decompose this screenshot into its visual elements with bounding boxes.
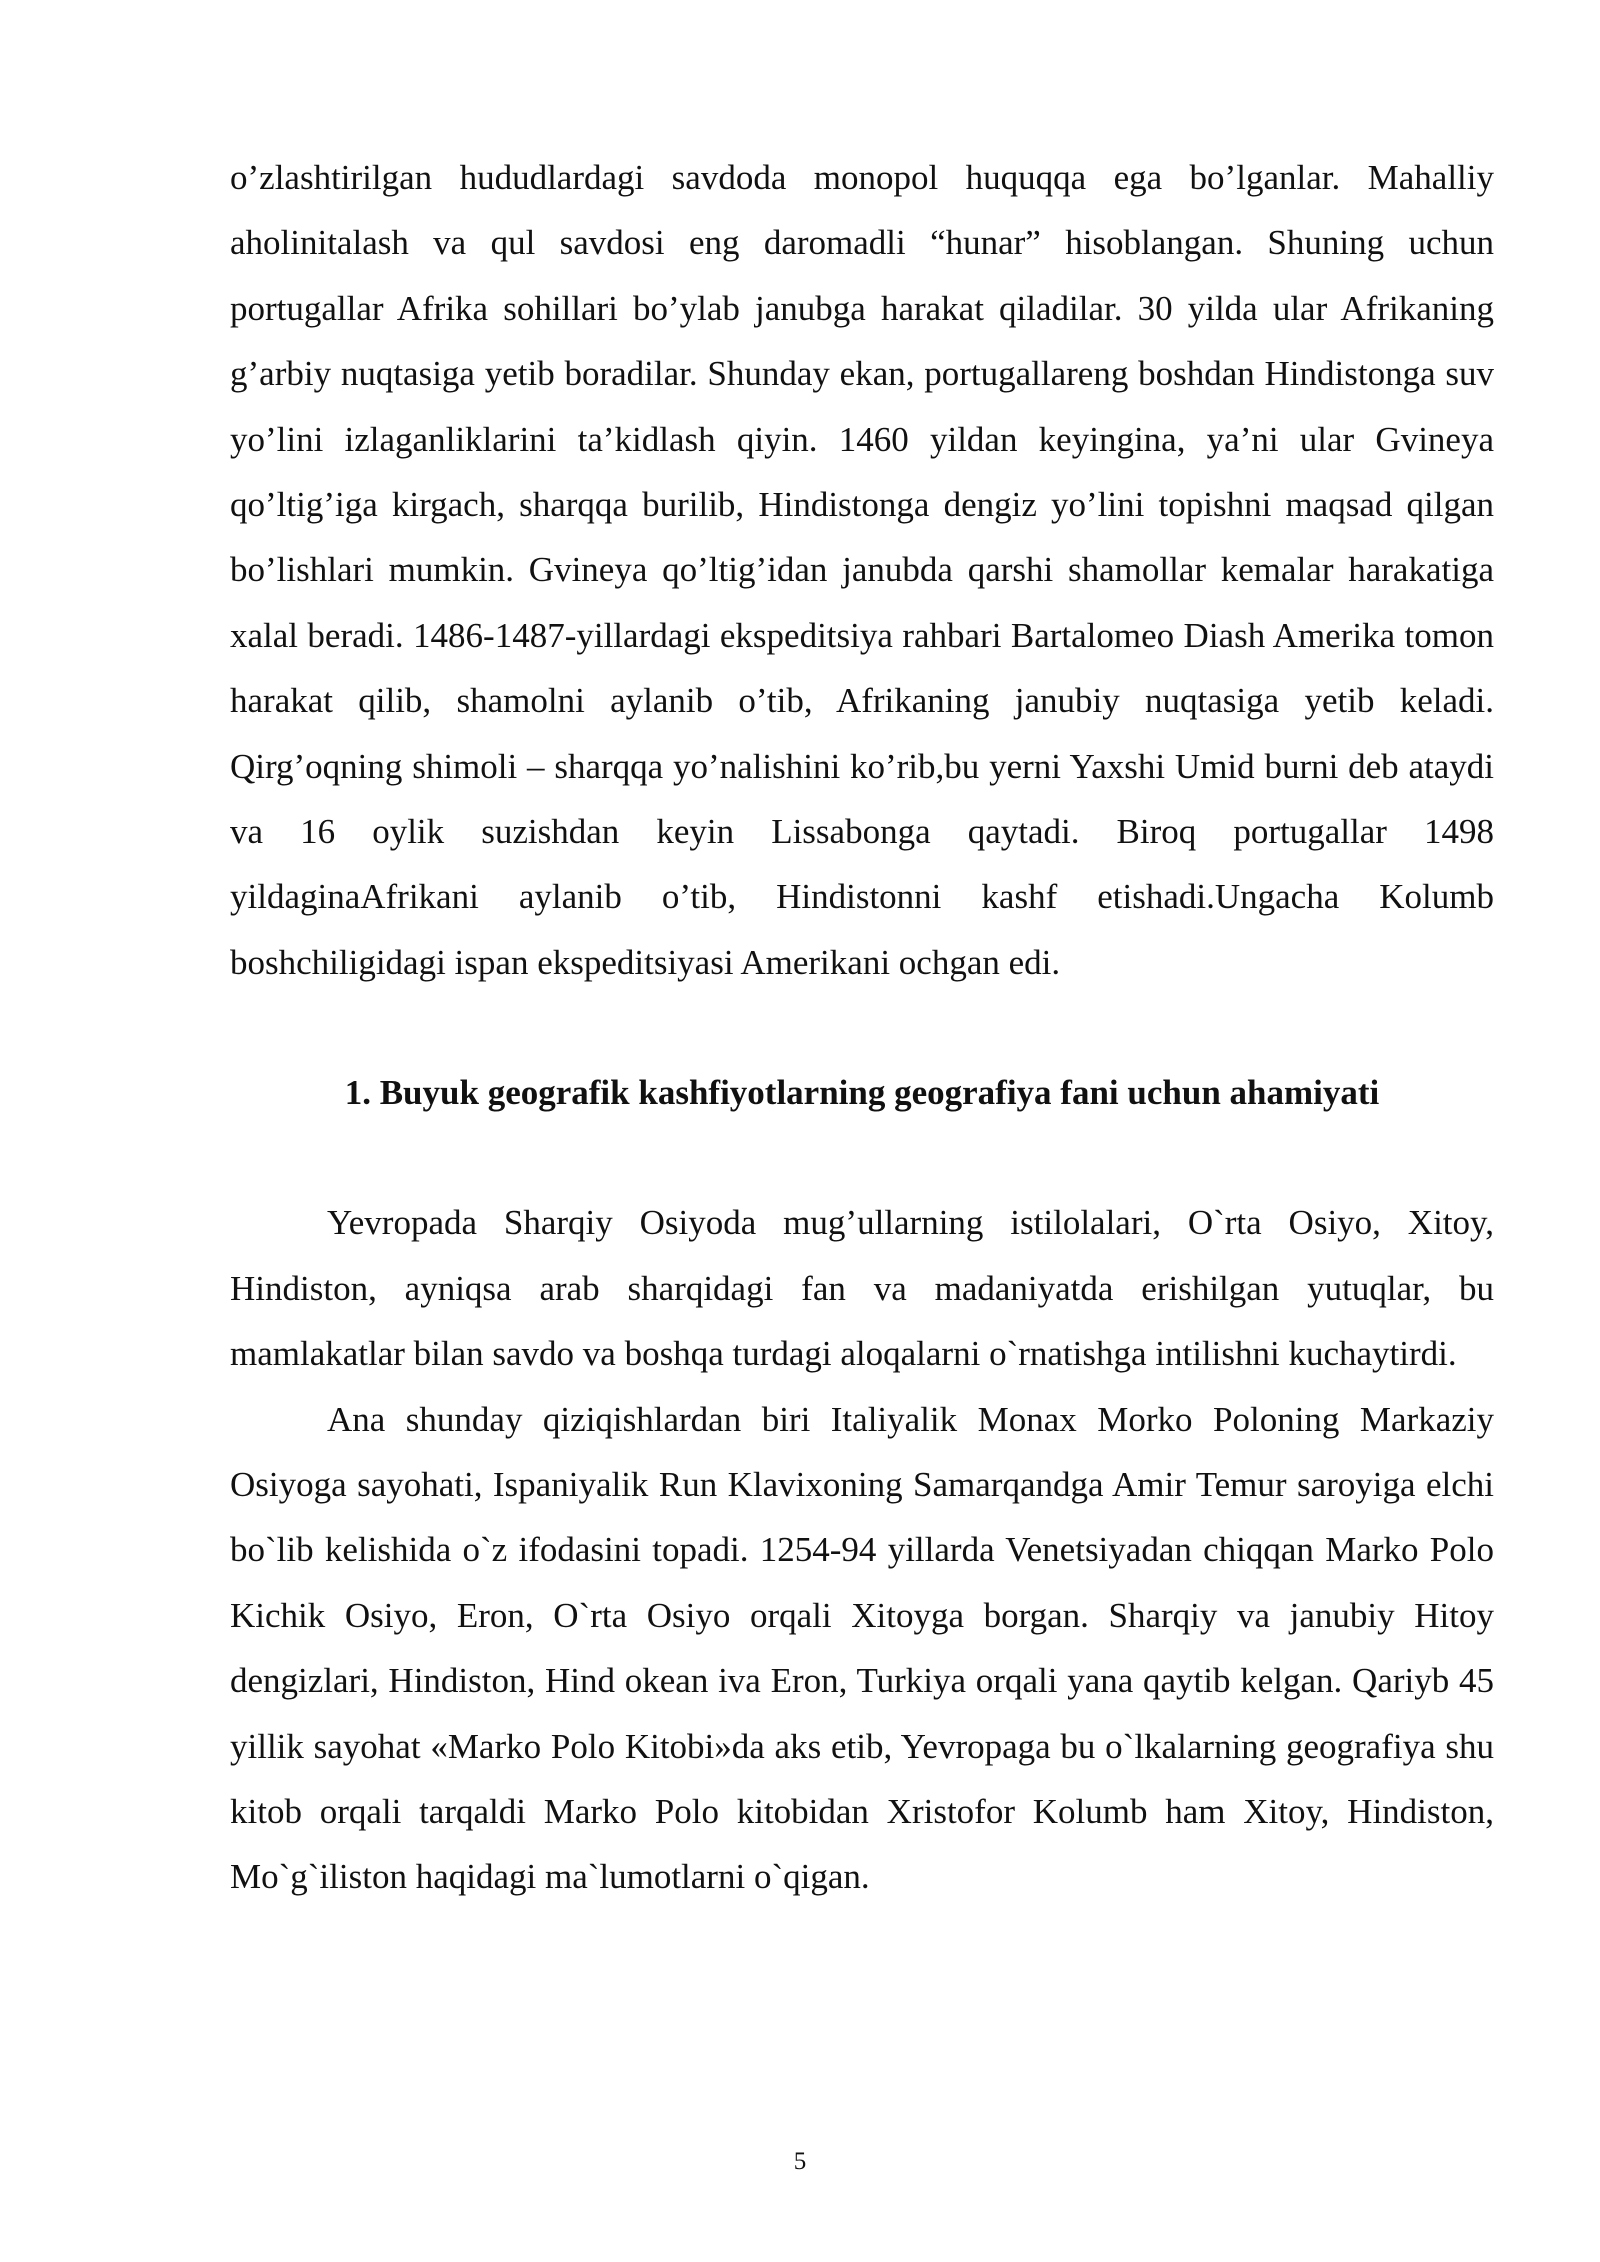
intro-paragraph: o’zlashtirilgan hududlardagi savdoda monopol huquqqa ega bo’lganlar. Mahalliy aholinitalash va qul savdosi eng daromadli “hunar” hisoblangan. Shuning uchun portugallar Afrika sohillari bo’ylab janubga harakat qiladilar. 30 yilda ular Afrikaning g’arbiy nuqtasiga yetib boradilar. Shunday ekan, portugallareng boshdan Hindistonga suv yo’lini izlaganliklarini ta’kidlash qiyin. 1460 yildan keyingina, ya’ni ular Gvineya qo’ltig’iga kirgach, sharqqa burilib, Hindistonga dengiz yo’lini topishni maqsad qilgan bo’lishlari mumkin. Gvineya qo’ltig’idan janubda qarshi shamollar kemalar harakatiga xalal beradi. 1486-1487-yillardagi ekspeditsiya rahbari Bartalomeo Diash Amerika tomon harakat qilib, shamolni aylanib o’tib, Afrikaning janubiy nuqtasiga yetib keladi. Qirg’oqning shimoli – sharqqa yo’nalishini ko’rib,bu yerni Yaxshi Umid burni deb ataydi va 16 oylik suzishdan keyin Lissabonga qaytadi. Biroq portugallar 1498 yildaginaAfrikani aylanib o’tib, Hindistonni kashf etishadi.Ungacha Kolumb boshchiligidagi ispan ekspeditsiyasi Amerikani ochgan edi. bbox=[230, 158, 1494, 982]
paragraph-3: Ana shunday qiziqishlardan biri Italiyalik Monax Morko Poloning Markaziy Osiyoga sayohati, Ispaniyalik Run Klavixoning Samarqandga Amir Temur saroyiga elchi bo`lib kelishida o`z ifodasini topadi. 1254-94 yillarda Venetsiyadan chiqqan Marko Polo Kichik Osiyo, Eron, O`rta Osiyo orqali Xitoyga borgan. Sharqiy va janubiy Hitoy dengizlari, Hindiston, Hind okean iva Eron, Turkiya orqali yana qaytib kelgan. Qariyb 45 yillik sayohat «Marko Polo Kitobi»da aks etib, Yevropaga bu o`lkalarning geografiya shu kitob orqali tarqaldi Marko Polo kitobidan Xristofor Kolumb ham Xitoy, Hindiston, Mo`g`iliston haqidagi ma`lumotlarni o`qigan. bbox=[230, 1399, 1494, 1897]
document-page bbox=[230, 145, 1494, 1910]
paragraph-2: Yevropada Sharqiy Osiyoda mug’ullarning istilolalari, O`rta Osiyo, Xitoy, Hindiston, ayniqsa arab sharqidagi fan va madaniyatda erishilgan yutuqlar, bu mamlakatlar bilan savdo va boshqa turdagi aloqalarni o`rnatishga intilishni kuchaytirdi. bbox=[230, 1203, 1494, 1374]
section-heading: 1. Buyuk geografik kashfiyotlarning geografiya fani uchun ahamiyati bbox=[344, 1073, 1380, 1113]
page-number: 5 bbox=[793, 2148, 807, 2175]
